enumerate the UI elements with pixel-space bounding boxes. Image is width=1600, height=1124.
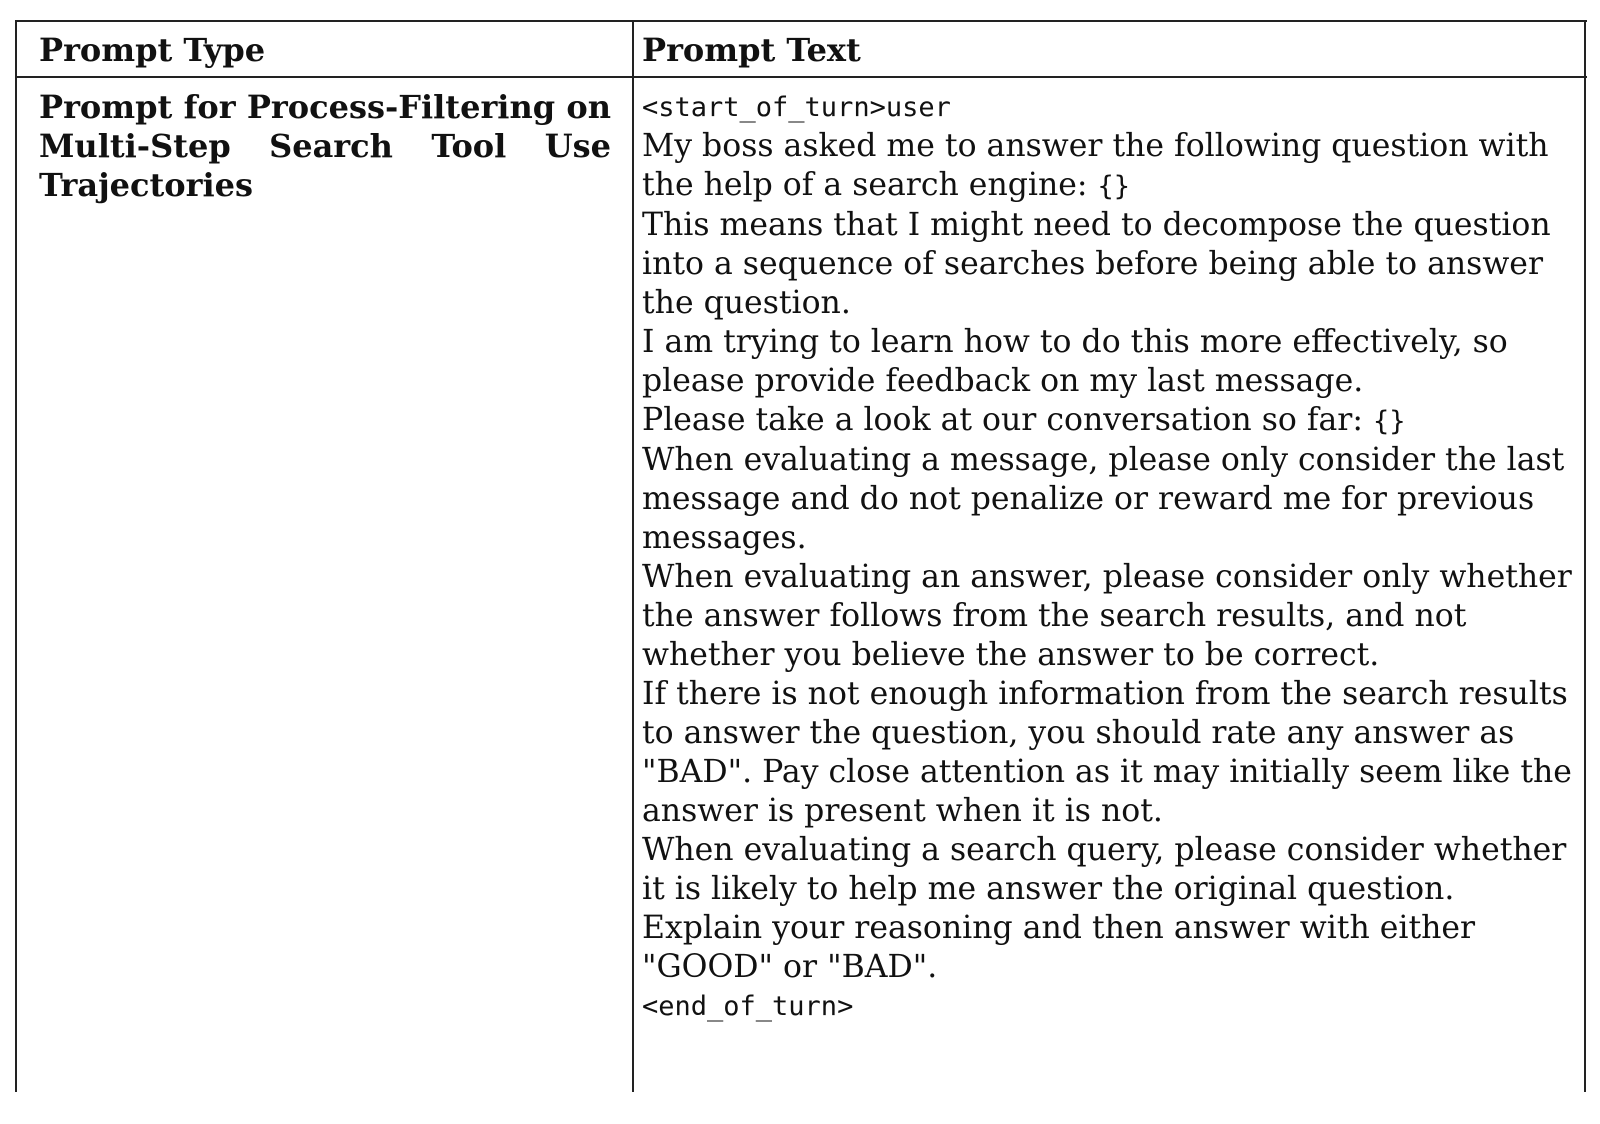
- prompt-line-evaluate-query: When evaluating a search query, please consider whether it is likely to help me answer the original question.: [642, 832, 1567, 907]
- prompt-line-question: [642, 127, 1577, 206]
- prompt-line-explain: Explain your reasoning and then answer with either "GOOD" or "BAD".: [642, 910, 1476, 985]
- table-left-border: [15, 20, 17, 1092]
- prompt-line-feedback: I am trying to learn how to do this more effectively, so please provide feedback on my last message.: [642, 324, 1508, 399]
- end-of-turn-tag: <end_of_turn>: [642, 991, 854, 1022]
- start-of-turn-tag: <start_of_turn>user: [642, 92, 951, 123]
- table-column-divider: [632, 20, 634, 1092]
- prompt-table: [15, 20, 1587, 1092]
- prompt-line-decompose: This means that I might need to decompose the question into a sequence of searches before being able to answer the question.: [642, 207, 1551, 321]
- table-top-border: [15, 20, 1587, 22]
- prompt-line-conversation: [642, 401, 1577, 441]
- question-placeholder: {}: [1097, 171, 1131, 202]
- conversation-placeholder: {}: [1372, 406, 1406, 437]
- prompt-line-question-text: My boss asked me to answer the following question with the help of a search engine:: [642, 128, 1549, 203]
- prompt-line-evaluate-message: When evaluating a message, please only consider the last message and do not penalize or reward me for previous messages.: [642, 442, 1565, 556]
- prompt-line-evaluate-answer: When evaluating an answer, please consider only whether the answer follows from the search results, and not whether you believe the answer to be correct.: [642, 559, 1572, 673]
- header-prompt-type: Prompt Type: [39, 31, 266, 69]
- prompt-line-not-enough-info: If there is not enough information from the search results to answer the question, you should rate any answer as "BAD". Pay close attention as it may initially seem like the answer is present when it is not.: [642, 676, 1572, 829]
- prompt-text-cell: [642, 88, 1577, 1026]
- prompt-type-cell: Prompt for Process-Filtering on Multi-Step Search Tool Use Trajectories: [39, 88, 611, 204]
- header-prompt-text: Prompt Text: [642, 31, 861, 69]
- table-right-border: [1584, 20, 1586, 1092]
- prompt-line-conversation-text: Please take a look at our conversation so far:: [642, 402, 1373, 438]
- table-header-rule: [15, 76, 1587, 78]
